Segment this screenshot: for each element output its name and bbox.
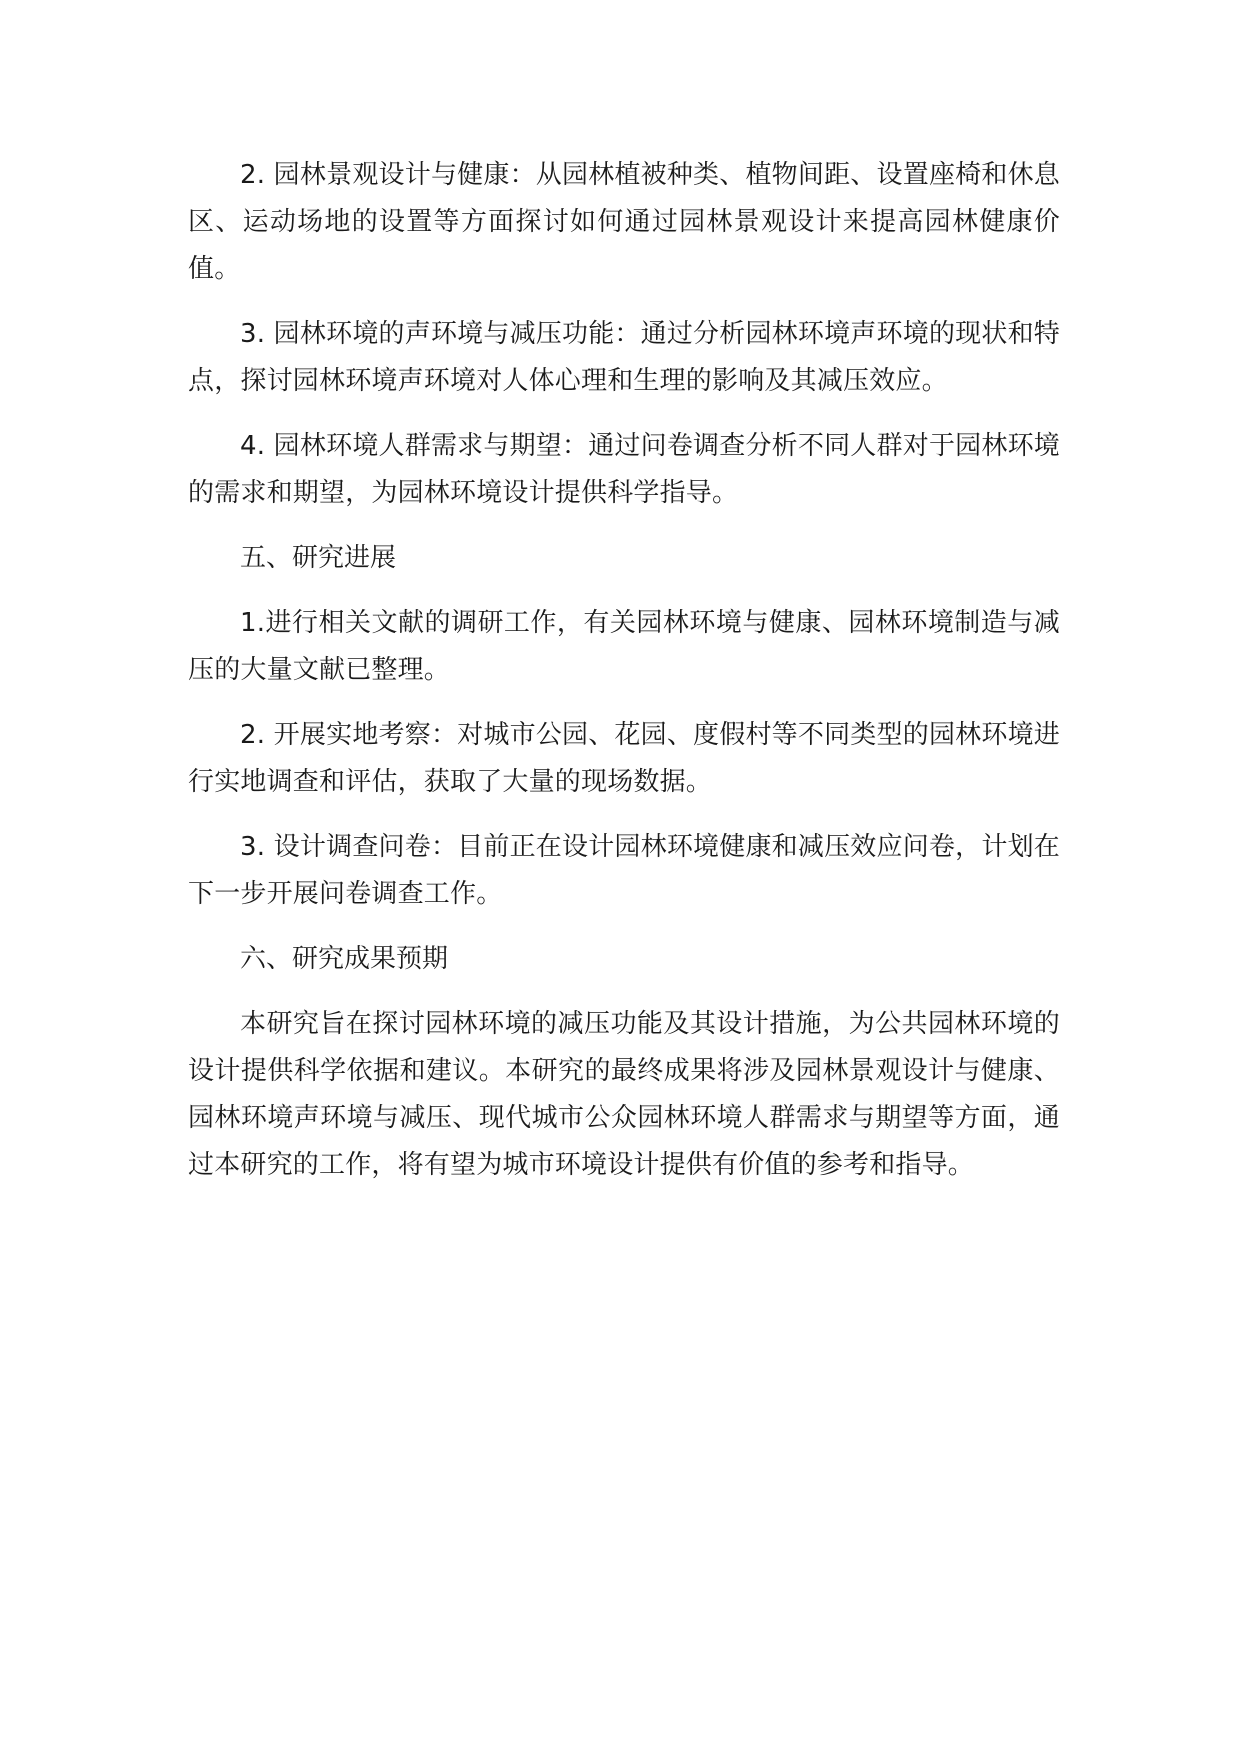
paragraph-sound-environment: 3. 园林环境的声环境与减压功能：通过分析园林环境声环境的现状和特点，探讨园林环境声环境对人体心理和生理的影响及其减压效应。 xyxy=(188,319,1060,396)
document-page xyxy=(188,152,1060,1207)
section-heading-expected-results: 六、研究成果预期 xyxy=(240,944,449,974)
paragraph-expected-results: 本研究旨在探讨园林环境的减压功能及其设计措施，为公共园林环境的设计提供科学依据和建议。本研究的最终成果将涉及园林景观设计与健康、园林环境声环境与减压、现代城市公众园林环境人群需求与期望等方面，通过本研究的工作，将有望为城市环境设计提供有价值的参考和指导。 xyxy=(188,1009,1060,1180)
progress-item-field-survey: 2. 开展实地考察：对城市公园、花园、度假村等不同类型的园林环境进行实地调查和评估，获取了大量的现场数据。 xyxy=(188,720,1060,797)
paragraph-landscape-health: 2. 园林景观设计与健康：从园林植被种类、植物间距、设置座椅和休息区、运动场地的设置等方面探讨如何通过园林景观设计来提高园林健康价值。 xyxy=(188,160,1060,284)
paragraph-crowd-needs: 4. 园林环境人群需求与期望：通过问卷调查分析不同人群对于园林环境的需求和期望，为园林环境设计提供科学指导。 xyxy=(188,431,1060,508)
progress-item-literature: 1.进行相关文献的调研工作，有关园林环境与健康、园林环境制造与减压的大量文献已整理。 xyxy=(188,608,1060,685)
section-heading-progress: 五、研究进展 xyxy=(240,543,397,573)
progress-item-questionnaire: 3. 设计调查问卷：目前正在设计园林环境健康和减压效应问卷，计划在下一步开展问卷调查工作。 xyxy=(188,832,1060,909)
